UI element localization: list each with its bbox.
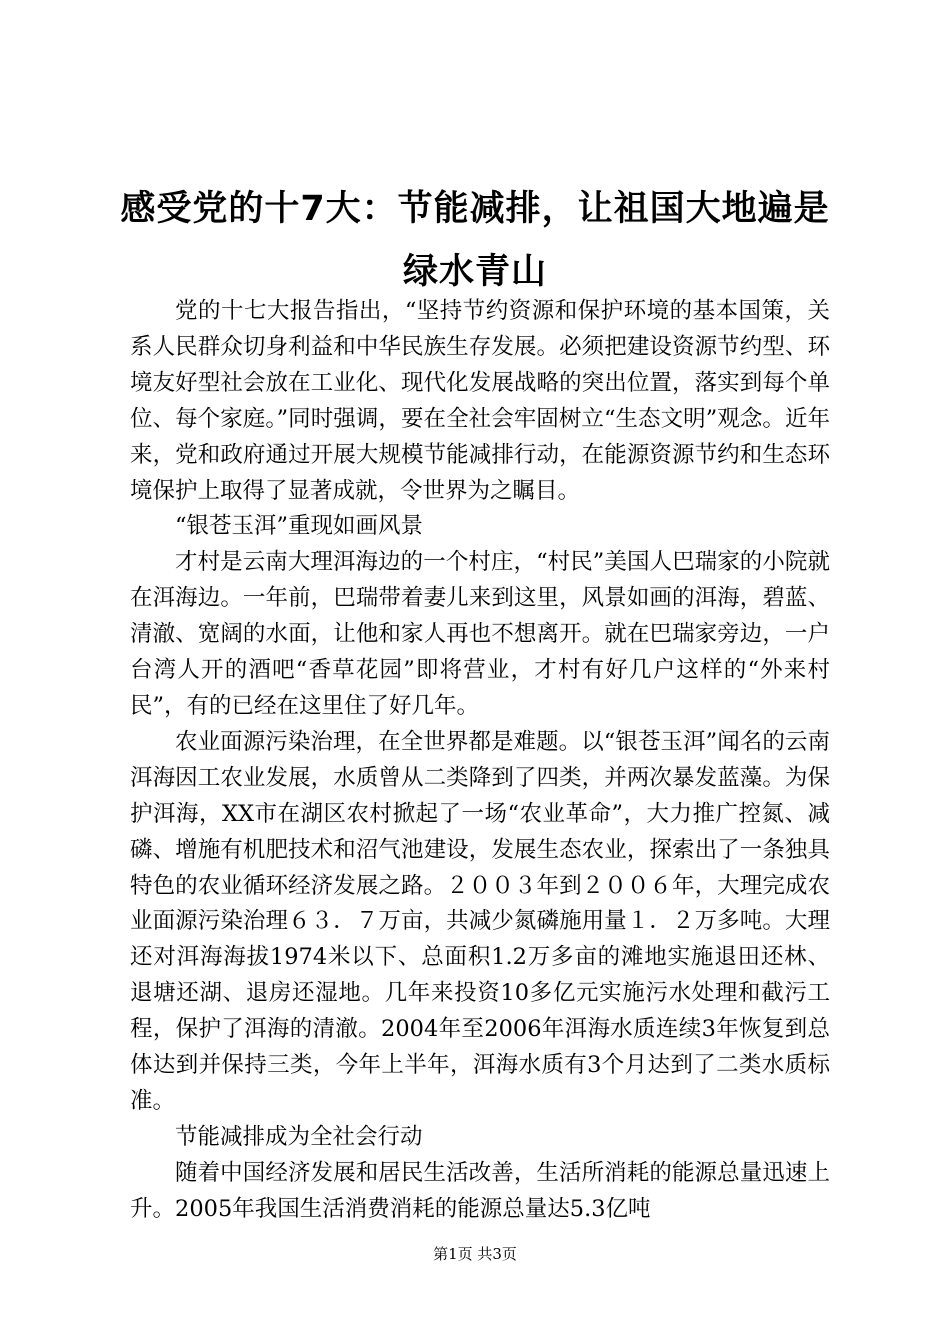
section-heading-yincang-yuer: “银苍玉洱”重现如画风景 xyxy=(175,513,424,540)
paragraph-caicun: 才村是云南大理洱海边的一个村庄，“村民”美国人巴瑞家的小院就在洱海边。一年前，巴瑞带着妻儿来到这里，风景如画的洱海，碧蓝、清澈、宽阔的水面，让他和家人再也不想离开。就在巴瑞家旁边，一户台湾人开的酒吧“香草花园”即将营业，才村有好几户这样的“外来村民”，有的已经在这里住了好几年。 xyxy=(130,549,830,719)
section-heading-energy-saving: 节能减排成为全社会行动 xyxy=(175,1123,423,1150)
page-number-footer: 第1页 共3页 xyxy=(433,1245,517,1263)
paragraph-intro: 党的十七大报告指出，“坚持节约资源和保护环境的基本国策，关系人民群众切身利益和中华民族生存发展。必须把建设资源节约型、环境友好型社会放在工业化、现代化发展战略的突出位置，落实到每个单位、每个家庭。”同时强调，要在全社会牢固树立“生态文明”观念。近年来，党和政府通过开展大规模节能减排行动，在能源资源节约和生态环境保护上取得了显著成就，令世界为之瞩目。 xyxy=(130,298,830,504)
document-title: 感受党的十7大：节能减排，让祖国大地遍是绿水青山 xyxy=(120,189,830,292)
document-body xyxy=(130,294,830,1228)
paragraph-energy-consumption: 随着中国经济发展和居民生活改善，生活所消耗的能源总量迅速上升。2005年我国生活消费消耗的能源总量达5.3亿吨 xyxy=(130,1159,830,1222)
paragraph-agriculture-pollution: 农业面源污染治理，在全世界都是难题。以“银苍玉洱”闻名的云南洱海因工农业发展，水质曾从二类降到了四类，并两次暴发蓝藻。为保护洱海，XX市在湖区农村掀起了一场“农业革命”，大力推广控氮、减磷、增施有机肥技术和沼气池建设，发展生态农业，探索出了一条独具特色的农业循环经济发展之路。２００３年到２００６年，大理完成农业面源污染治理６３．７万亩，共减少氮磷施用量１．２万多吨。大理还对洱海海拔1974米以下、总面积1.2万多亩的滩地实施退田还林、退塘还湖、退房还湿地。几年来投资10多亿元实施污水处理和截污工程，保护了洱海的清澈。2004年至2006年洱海水质连续3年恢复到总体达到并保持三类，今年上半年，洱海水质有3个月达到了二类水质标准。 xyxy=(130,728,830,1114)
